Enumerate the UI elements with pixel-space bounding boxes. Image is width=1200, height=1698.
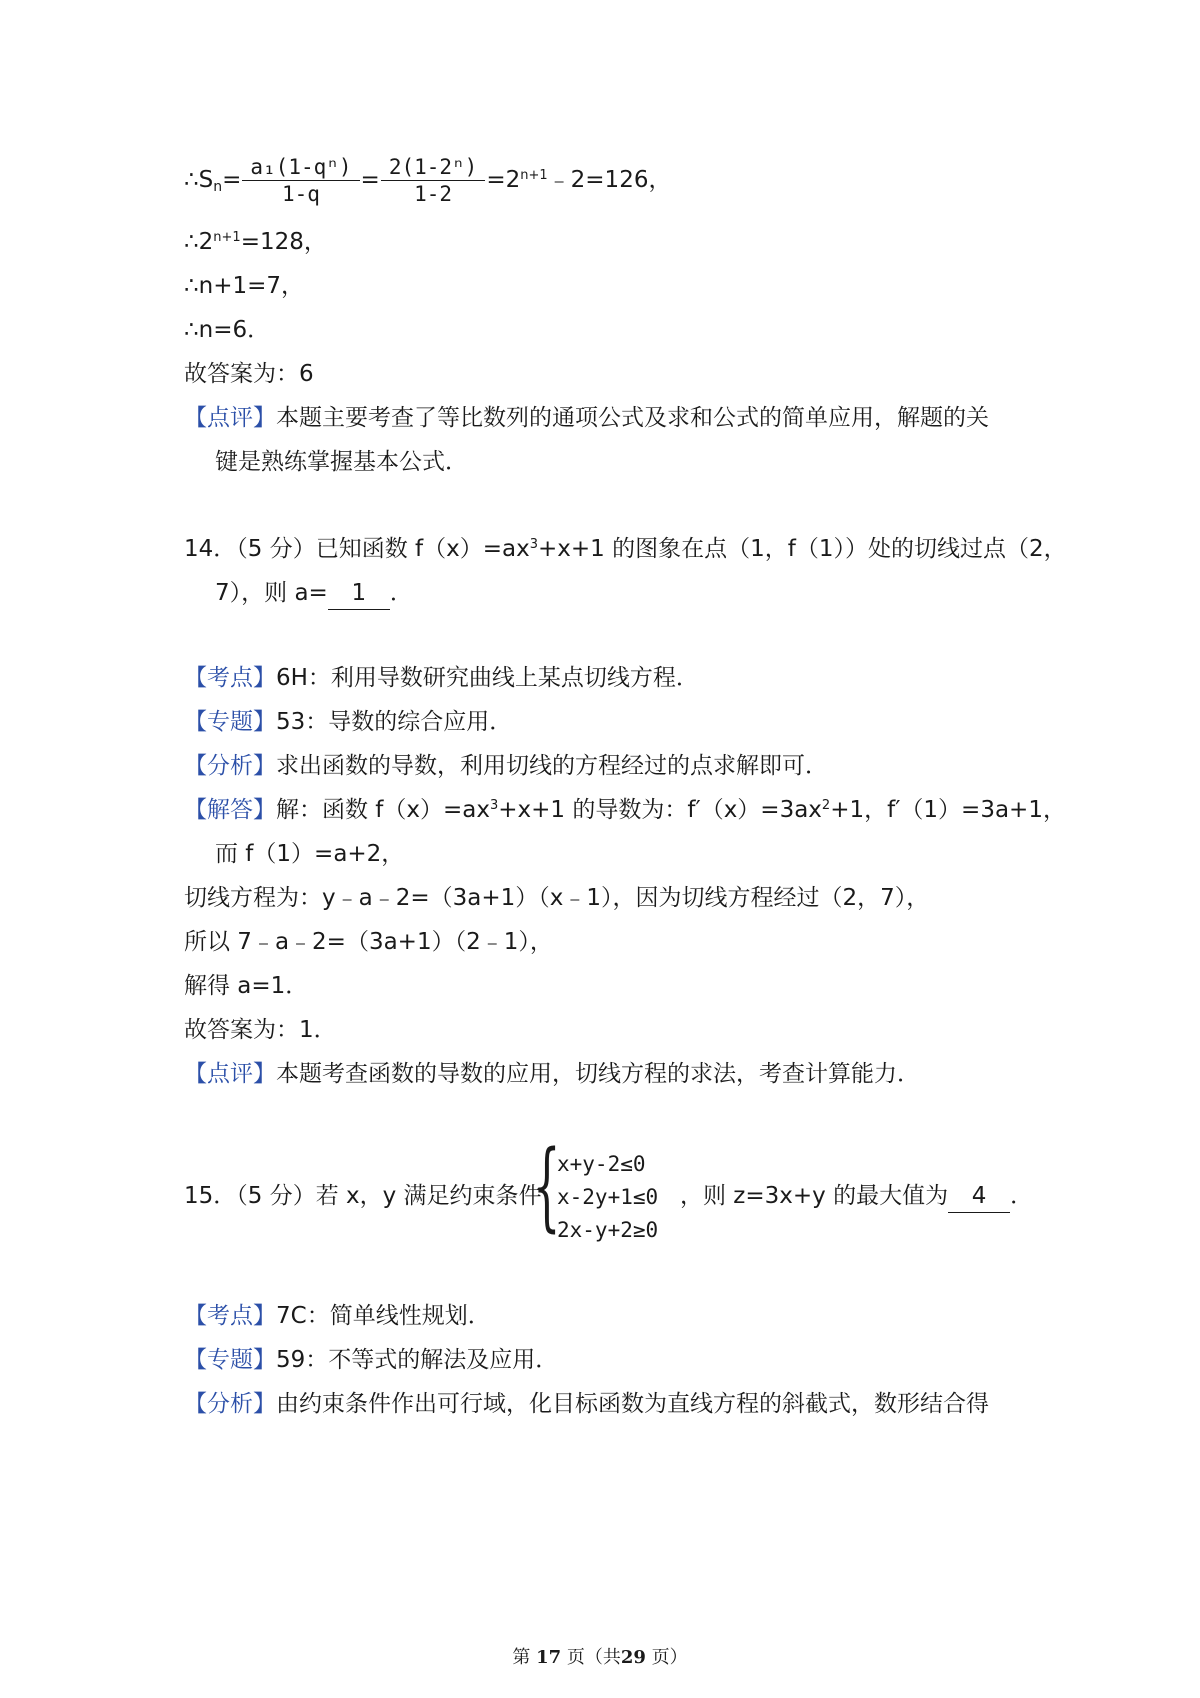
kaodian-text: 6H：利用导数研究曲线上某点切线方程．: [276, 665, 699, 691]
fraction-denominator: 1-2: [414, 182, 453, 206]
answer-line: 故答案为：1．: [184, 1017, 337, 1043]
fraction-numerator: a₁(1-qⁿ): [242, 154, 359, 181]
jieda-text: 解：函数 f（x）=ax: [276, 797, 490, 823]
stem-exponent: 3: [529, 537, 538, 552]
jieda-text: +x+1 的导数为：f′（x）=3ax: [498, 797, 822, 823]
footer-text: 页（共: [566, 1647, 621, 1668]
jieda-line-2: 而 f（1）=a+2，: [215, 841, 405, 867]
step-line: [184, 226, 327, 258]
fraction-general: [242, 154, 359, 207]
jieda-text: +1，f′（1）=3a+1，: [830, 797, 1066, 823]
system-brace: {: [533, 1130, 561, 1242]
kaodian-line: [184, 662, 699, 694]
solution-line: 所以 7﹣a﹣2=（3a+1）（2﹣1），: [184, 929, 553, 955]
fraction-specific: [381, 154, 486, 207]
answer-line: 故答案为：6: [184, 361, 314, 387]
answer-blank: 1: [328, 577, 390, 610]
question-15-stem-prefix: 15．（5 分）若 x，y 满足约束条件: [184, 1183, 542, 1209]
stem-text: ．: [1010, 1183, 1034, 1209]
solution-line: 切线方程为：y﹣a﹣2=（3a+1）（x﹣1），因为切线方程经过（2，7），: [184, 885, 930, 911]
constraint-2: x-2y+1≤0: [557, 1185, 659, 1209]
fenxi-line: [184, 1388, 989, 1420]
stem-text: ．: [389, 580, 413, 606]
constraint-3: 2x-y+2≥0: [557, 1218, 659, 1242]
solution-line: 解得 a=1．: [184, 973, 309, 999]
stem-text: 14．（5 分）已知函数 f（x）=ax: [184, 536, 530, 562]
review-tag: 【点评】: [184, 405, 276, 431]
review-tag: 【点评】: [184, 1061, 276, 1087]
fenxi-tag: 【分析】: [184, 753, 276, 779]
total-pages: 29: [620, 1647, 646, 1668]
fraction-denominator: 1-q: [282, 182, 320, 206]
result-value: ﹣2=126，: [547, 167, 672, 193]
jieda-exponent: 2: [821, 798, 831, 813]
jieda-exponent: 3: [490, 798, 499, 813]
kaodian-text: 7C：简单线性规划．: [276, 1303, 491, 1329]
result-base: =2: [486, 167, 521, 193]
review-text: 本题考查函数的导数的应用，切线方程的求法，考查计算能力．: [276, 1061, 920, 1087]
stem-text: 7），则 a=: [215, 580, 328, 606]
subscript-n: n: [213, 179, 223, 195]
stem-text: ，则 z=3x+y 的最大值为: [680, 1183, 949, 1209]
review-line: [184, 402, 989, 434]
review-text: 本题主要考查了等比数列的通项公式及求和公式的简单应用，解题的关: [276, 405, 989, 431]
step-text: ∴2: [184, 229, 214, 255]
page-number: 17: [536, 1647, 562, 1668]
result-exponent: n+1: [520, 168, 548, 183]
zhuanti-text: 53：导数的综合应用．: [276, 709, 513, 735]
fenxi-line: [184, 750, 828, 782]
equals: =: [360, 167, 380, 193]
jieda-tag: 【解答】: [184, 797, 276, 823]
review-line: [184, 1058, 920, 1090]
kaodian-tag: 【考点】: [184, 1303, 276, 1329]
equals: =: [222, 167, 242, 193]
footer-text: 页）: [651, 1647, 688, 1668]
page-footer: [0, 1643, 1200, 1669]
zhuanti-tag: 【专题】: [184, 709, 276, 735]
question-14-stem-line2: [215, 577, 413, 610]
zhuanti-text: 59：不等式的解法及应用．: [276, 1347, 559, 1373]
jieda-line: [184, 794, 1066, 826]
step-text: =128，: [240, 229, 327, 255]
question-14-stem: [184, 533, 1067, 565]
stem-text: +x+1 的图象在点（1，f（1））处的切线过点（2，: [538, 536, 1067, 562]
constraint-1: x+y-2≤0: [557, 1152, 646, 1176]
review-line-2: 键是熟练掌握基本公式．: [215, 449, 468, 475]
zhuanti-line: [184, 1344, 558, 1376]
therefore-s: ∴S: [184, 167, 214, 193]
zhuanti-tag: 【专题】: [184, 1347, 276, 1373]
sum-formula-line: [184, 150, 671, 213]
fraction-numerator: 2(1-2ⁿ): [381, 154, 486, 181]
step-exponent: n+1: [213, 230, 241, 245]
answer-blank: 4: [948, 1180, 1010, 1213]
step-line: ∴n+1=7，: [184, 273, 305, 299]
kaodian-line: [184, 1300, 491, 1332]
zhuanti-line: [184, 706, 512, 738]
footer-text: 第: [512, 1647, 531, 1668]
fenxi-tag: 【分析】: [184, 1391, 276, 1417]
question-15-stem-suffix: [680, 1180, 1033, 1213]
step-line: ∴n=6．: [184, 317, 271, 343]
kaodian-tag: 【考点】: [184, 665, 276, 691]
fenxi-text: 求出函数的导数，利用切线的方程经过的点求解即可．: [276, 753, 828, 779]
fenxi-text: 由约束条件作出可行域，化目标函数为直线方程的斜截式，数形结合得: [276, 1391, 989, 1417]
